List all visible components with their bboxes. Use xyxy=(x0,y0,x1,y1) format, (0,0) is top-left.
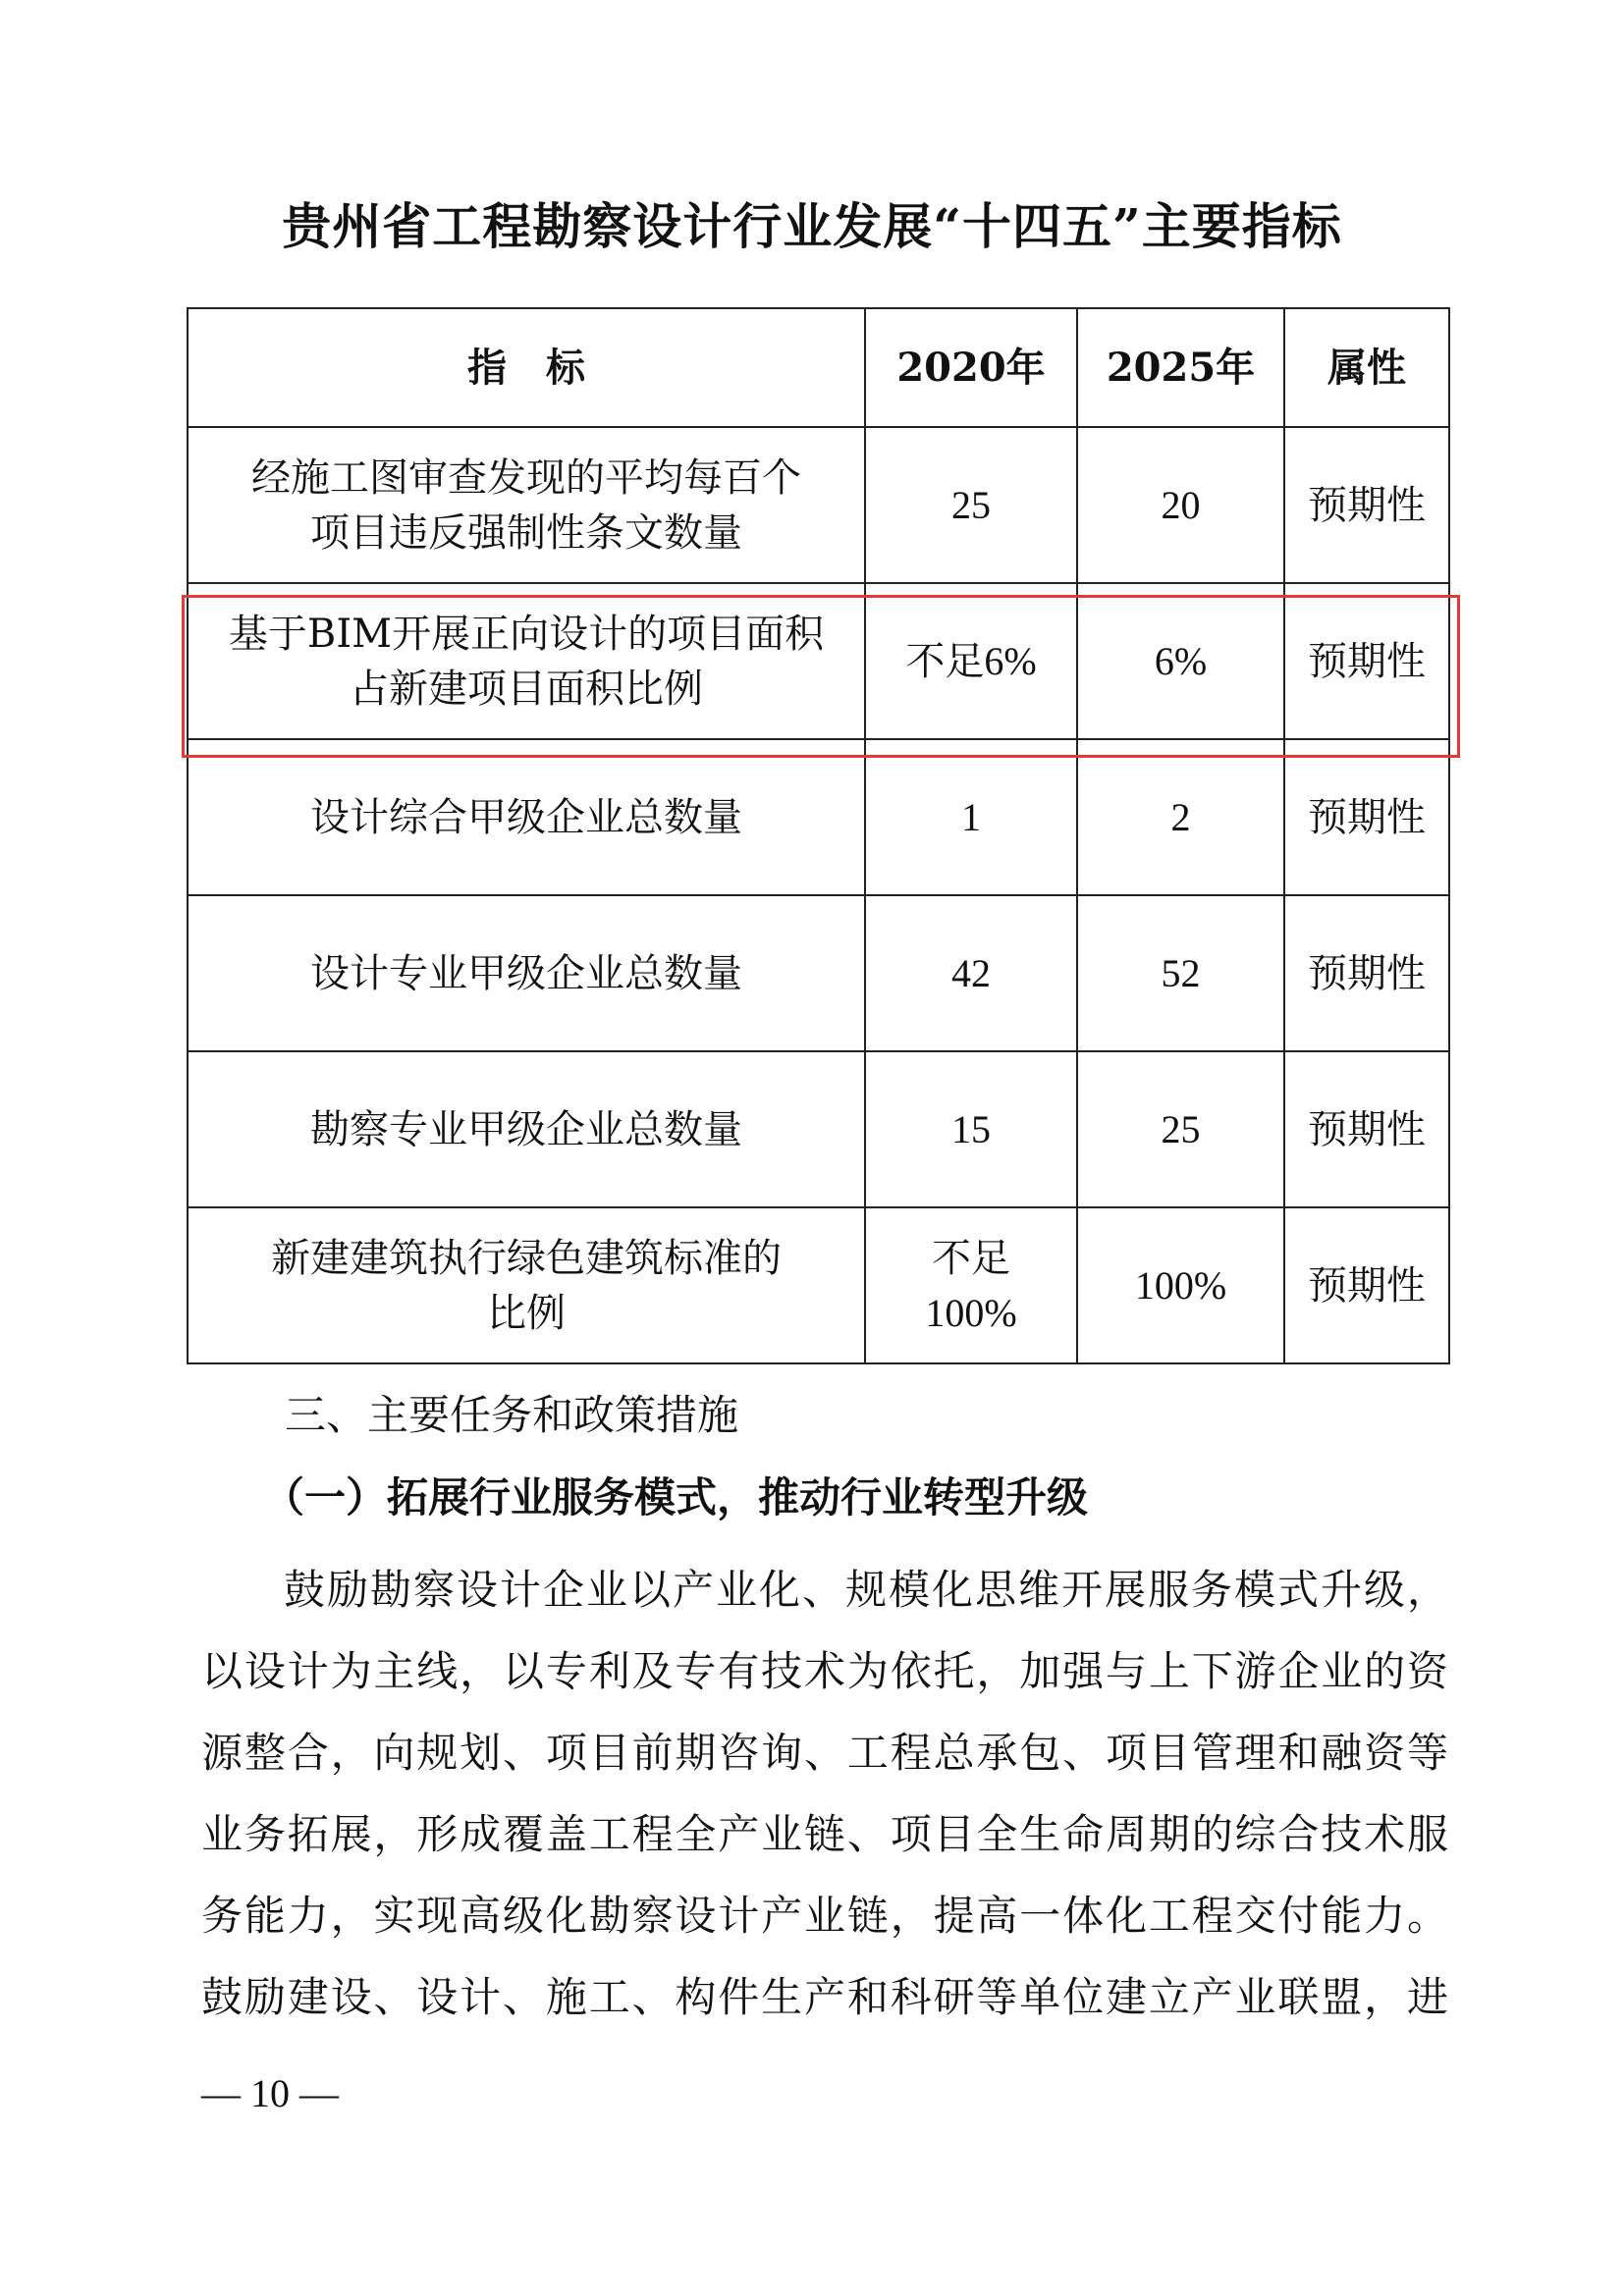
value-2020-cell xyxy=(865,739,1077,895)
table-row xyxy=(188,739,1449,895)
table-row xyxy=(188,1207,1449,1363)
value-2025: 52 xyxy=(1077,895,1284,1051)
attribute-cell: 预期性 xyxy=(1284,1051,1449,1207)
table-row xyxy=(188,895,1449,1051)
indicator-line: 设计综合甲级企业总数量 xyxy=(310,794,742,840)
attribute-cell: 预期性 xyxy=(1284,739,1449,895)
value-2020: 1 xyxy=(961,794,981,839)
indicators-table xyxy=(187,307,1450,1364)
header-2025: 2025年 xyxy=(1077,308,1284,427)
indicator-line: 勘察专业甲级企业总数量 xyxy=(310,1106,742,1152)
value-2020: 15 xyxy=(951,1106,991,1151)
indicator-cell xyxy=(188,427,865,583)
value-2020-cell xyxy=(865,895,1077,1051)
value-2020: 100% xyxy=(925,1290,1017,1335)
paragraph-line: 业务拓展，形成覆盖工程全产业链、项目全生命周期的综合技术服 xyxy=(201,1810,1448,1858)
value-2025: 2 xyxy=(1077,739,1284,895)
indicator-cell xyxy=(188,739,865,895)
indicator-line: 新建建筑执行绿色建筑标准的 xyxy=(271,1235,782,1281)
indicator-cell xyxy=(188,1207,865,1363)
highlight-annotation-box xyxy=(182,595,1460,758)
indicator-line: 比例 xyxy=(487,1290,566,1336)
value-2020: 不足 xyxy=(932,1235,1010,1280)
paragraph-line: 源整合，向规划、项目前期咨询、工程总承包、项目管理和融资等 xyxy=(201,1729,1448,1777)
indicator-line: 项目违反强制性条文数量 xyxy=(310,509,742,556)
value-2020-cell xyxy=(865,1051,1077,1207)
indicator-line: 经施工图审查发现的平均每百个 xyxy=(251,454,801,501)
value-2025: 20 xyxy=(1077,427,1284,583)
value-2020-cell xyxy=(865,427,1077,583)
header-2020: 2020年 xyxy=(865,308,1077,427)
value-2025: 25 xyxy=(1077,1051,1284,1207)
paragraph-line: 鼓励建设、设计、施工、构件生产和科研等单位建立产业联盟，进 xyxy=(201,1973,1448,2021)
page-number: — 10 — xyxy=(201,2071,339,2115)
header-indicator: 指 标 xyxy=(188,308,865,427)
table-row xyxy=(188,1051,1449,1207)
indicator-line: 设计专业甲级企业总数量 xyxy=(310,950,742,996)
body-paragraph xyxy=(201,1549,1448,2038)
value-2020: 不足6% xyxy=(905,638,1037,683)
indicator-cell xyxy=(188,895,865,1051)
paragraph-line: 鼓励勘察设计企业以产业化、规模化思维开展服务模式升级， xyxy=(284,1566,1448,1614)
indicator-cell xyxy=(188,1051,865,1207)
attribute-cell: 预期性 xyxy=(1284,895,1449,1051)
value-2020: 25 xyxy=(951,482,991,527)
table-header-row xyxy=(188,308,1449,427)
indicator-line: 占新建项目面积比例 xyxy=(350,666,703,712)
value-2025: 100% xyxy=(1077,1207,1284,1363)
attribute-cell: 预期性 xyxy=(1284,427,1449,583)
value-2025: 6% xyxy=(1077,583,1284,739)
paragraph-line: 务能力，实现高级化勘察设计产业链，提高一体化工程交付能力。 xyxy=(201,1892,1448,1940)
attribute-cell: 预期性 xyxy=(1284,1207,1449,1363)
table-row xyxy=(188,427,1449,583)
indicator-line: 基于BIM开展正向设计的项目面积 xyxy=(228,611,825,657)
attribute-cell: 预期性 xyxy=(1284,583,1449,739)
sub-heading: （一）拓展行业服务模式，推动行业转型升级 xyxy=(263,1473,1089,1522)
section-heading: 三、主要任务和政策措施 xyxy=(285,1391,739,1439)
page-title: 贵州省工程勘察设计行业发展“十四五”主要指标 xyxy=(282,197,1342,255)
value-2020-cell xyxy=(865,1207,1077,1363)
value-2020: 42 xyxy=(951,950,991,995)
header-attribute: 属性 xyxy=(1284,308,1449,427)
paragraph-line: 以设计为主线，以专利及专有技术为依托，加强与上下游企业的资 xyxy=(201,1647,1448,1695)
